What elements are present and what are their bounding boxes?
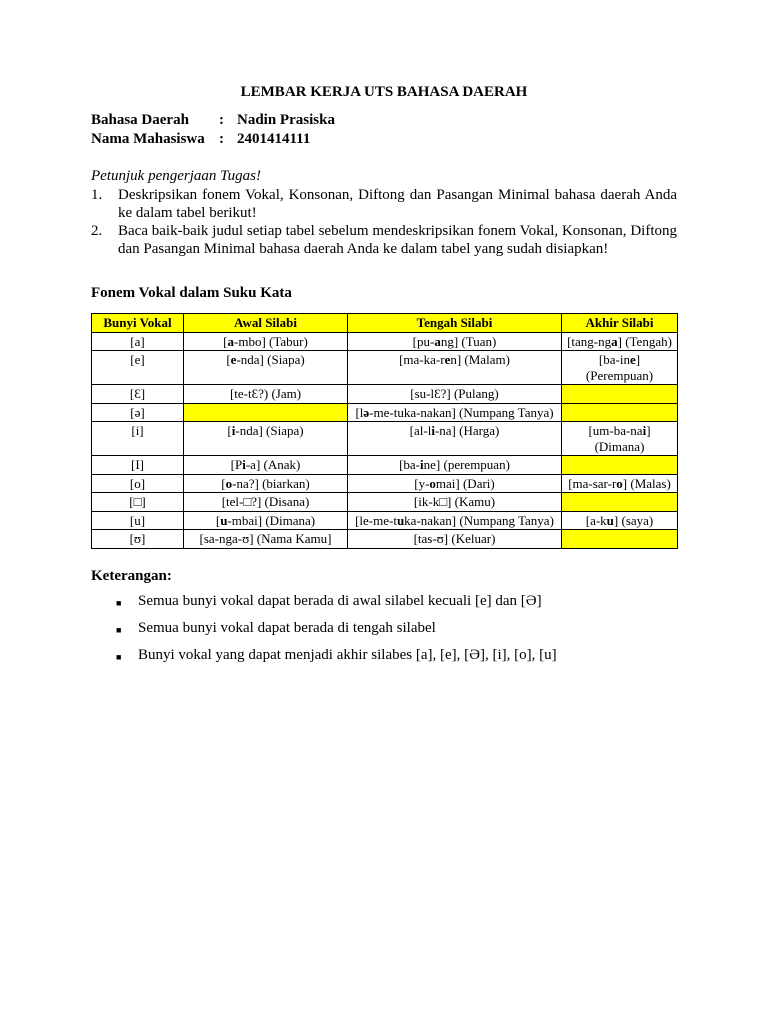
cell-bunyi-vokal: [ə] bbox=[92, 403, 184, 422]
info-label: Nama Mahasiswa bbox=[91, 131, 205, 147]
document-page bbox=[91, 84, 677, 673]
table-row bbox=[92, 385, 678, 404]
header-akhir-silabi: Akhir Silabi bbox=[562, 314, 678, 333]
table-row bbox=[92, 530, 678, 549]
table-row bbox=[92, 511, 678, 530]
info-row-nama bbox=[91, 130, 677, 149]
info-value: Nadin Prasiska bbox=[237, 112, 335, 128]
info-row-bahasa bbox=[91, 111, 677, 130]
keterangan-text: Bunyi vokal yang dapat menjadi akhir silabes [a], [e], [Ə], [i], [o], [u] bbox=[138, 646, 557, 663]
table-row bbox=[92, 403, 678, 422]
cell-tengah-silabi: [tas-ʊ] (Keluar) bbox=[348, 530, 562, 549]
header-bunyi-vokal: Bunyi Vokal bbox=[92, 314, 184, 333]
cell-akhir-silabi bbox=[562, 456, 678, 475]
table-header-row bbox=[92, 314, 678, 333]
keterangan-item bbox=[91, 646, 677, 666]
document-title: LEMBAR KERJA UTS BAHASA DAERAH bbox=[240, 84, 528, 100]
square-bullet-icon: ■ bbox=[116, 624, 122, 635]
cell-bunyi-vokal: [a] bbox=[92, 332, 184, 351]
cell-tengah-silabi: [y-omai] (Dari) bbox=[348, 474, 562, 493]
cell-tengah-silabi: [le-me-tuka-nakan] (Numpang Tanya) bbox=[348, 511, 562, 530]
keterangan-item bbox=[91, 619, 677, 639]
cell-awal-silabi: [u-mbai] (Dimana) bbox=[184, 511, 348, 530]
cell-bunyi-vokal: [□] bbox=[92, 493, 184, 512]
cell-bunyi-vokal: [e] bbox=[92, 351, 184, 385]
cell-tengah-silabi: [ik-k□] (Kamu) bbox=[348, 493, 562, 512]
cell-bunyi-vokal: [i] bbox=[92, 422, 184, 456]
student-info bbox=[91, 111, 677, 149]
table-body bbox=[92, 332, 678, 548]
keterangan-title: Keterangan: bbox=[91, 567, 172, 584]
info-colon: : bbox=[219, 131, 224, 147]
instructions-heading: Petunjuk pengerjaan Tugas! bbox=[91, 168, 261, 184]
cell-awal-silabi bbox=[184, 403, 348, 422]
info-label: Bahasa Daerah bbox=[91, 112, 189, 128]
header-tengah-silabi: Tengah Silabi bbox=[348, 314, 562, 333]
vowel-table bbox=[91, 313, 678, 549]
cell-akhir-silabi bbox=[562, 385, 678, 404]
cell-akhir-silabi bbox=[562, 403, 678, 422]
cell-awal-silabi: [o-na?] (biarkan) bbox=[184, 474, 348, 493]
square-bullet-icon: ■ bbox=[116, 651, 122, 662]
cell-akhir-silabi: [ba-ine] (Perempuan) bbox=[562, 351, 678, 385]
keterangan-item bbox=[91, 592, 677, 612]
cell-bunyi-vokal: [Ɛ] bbox=[92, 385, 184, 404]
keterangan-list bbox=[91, 592, 677, 666]
cell-awal-silabi: [i-nda] (Siapa) bbox=[184, 422, 348, 456]
instruction-item bbox=[91, 222, 677, 258]
cell-bunyi-vokal: [u] bbox=[92, 511, 184, 530]
cell-akhir-silabi bbox=[562, 530, 678, 549]
cell-awal-silabi: [a-mbo] (Tabur) bbox=[184, 332, 348, 351]
cell-bunyi-vokal: [o] bbox=[92, 474, 184, 493]
instruction-number: 2. bbox=[91, 223, 103, 239]
cell-tengah-silabi: [ma-ka-ren] (Malam) bbox=[348, 351, 562, 385]
cell-awal-silabi: [Pi-a] (Anak) bbox=[184, 456, 348, 475]
instruction-item bbox=[91, 186, 677, 222]
cell-tengah-silabi: [ba-ine] (perempuan) bbox=[348, 456, 562, 475]
info-colon: : bbox=[219, 112, 224, 128]
cell-tengah-silabi: [su-lƐ?] (Pulang) bbox=[348, 385, 562, 404]
instruction-number: 1. bbox=[91, 187, 103, 203]
cell-akhir-silabi: [a-ku] (saya) bbox=[562, 511, 678, 530]
cell-akhir-silabi: [tang-nga] (Tengah) bbox=[562, 332, 678, 351]
cell-bunyi-vokal: [I] bbox=[92, 456, 184, 475]
square-bullet-icon: ■ bbox=[116, 597, 122, 608]
cell-awal-silabi: [e-nda] (Siapa) bbox=[184, 351, 348, 385]
info-value: 2401414111 bbox=[237, 131, 311, 147]
table-row bbox=[92, 422, 678, 456]
instructions-list bbox=[91, 186, 677, 258]
table-row bbox=[92, 456, 678, 475]
cell-akhir-silabi bbox=[562, 493, 678, 512]
table-row bbox=[92, 351, 678, 385]
cell-awal-silabi: [te-tƐ?) (Jam) bbox=[184, 385, 348, 404]
instruction-text: Baca baik-baik judul setiap tabel sebelum mendeskripsikan fonem Vokal, Konsonan, Diftong dan Pasangan Minimal bahasa daerah Anda ke dalam tabel yang sudah disiapkan! bbox=[118, 223, 677, 257]
table-row bbox=[92, 493, 678, 512]
cell-bunyi-vokal: [ʊ] bbox=[92, 530, 184, 549]
cell-akhir-silabi: [ma-sar-ro] (Malas) bbox=[562, 474, 678, 493]
cell-tengah-silabi: [al-li-na] (Harga) bbox=[348, 422, 562, 456]
table-row bbox=[92, 332, 678, 351]
table-title: Fonem Vokal dalam Suku Kata bbox=[91, 285, 292, 301]
cell-tengah-silabi: [pu-ang] (Tuan) bbox=[348, 332, 562, 351]
cell-tengah-silabi: [lə-me-tuka-nakan] (Numpang Tanya) bbox=[348, 403, 562, 422]
cell-akhir-silabi: [um-ba-nai] (Dimana) bbox=[562, 422, 678, 456]
instruction-text: Deskripsikan fonem Vokal, Konsonan, Diftong dan Pasangan Minimal bahasa daerah Anda ke dalam tabel berikut! bbox=[118, 187, 677, 221]
cell-awal-silabi: [tel-□?] (Disana) bbox=[184, 493, 348, 512]
cell-awal-silabi: [sa-nga-ʊ] (Nama Kamu] bbox=[184, 530, 348, 549]
table-row bbox=[92, 474, 678, 493]
keterangan-text: Semua bunyi vokal dapat berada di awal silabel kecuali [e] dan [Ə] bbox=[138, 592, 542, 609]
header-awal-silabi: Awal Silabi bbox=[184, 314, 348, 333]
keterangan-text: Semua bunyi vokal dapat berada di tengah silabel bbox=[138, 619, 436, 636]
